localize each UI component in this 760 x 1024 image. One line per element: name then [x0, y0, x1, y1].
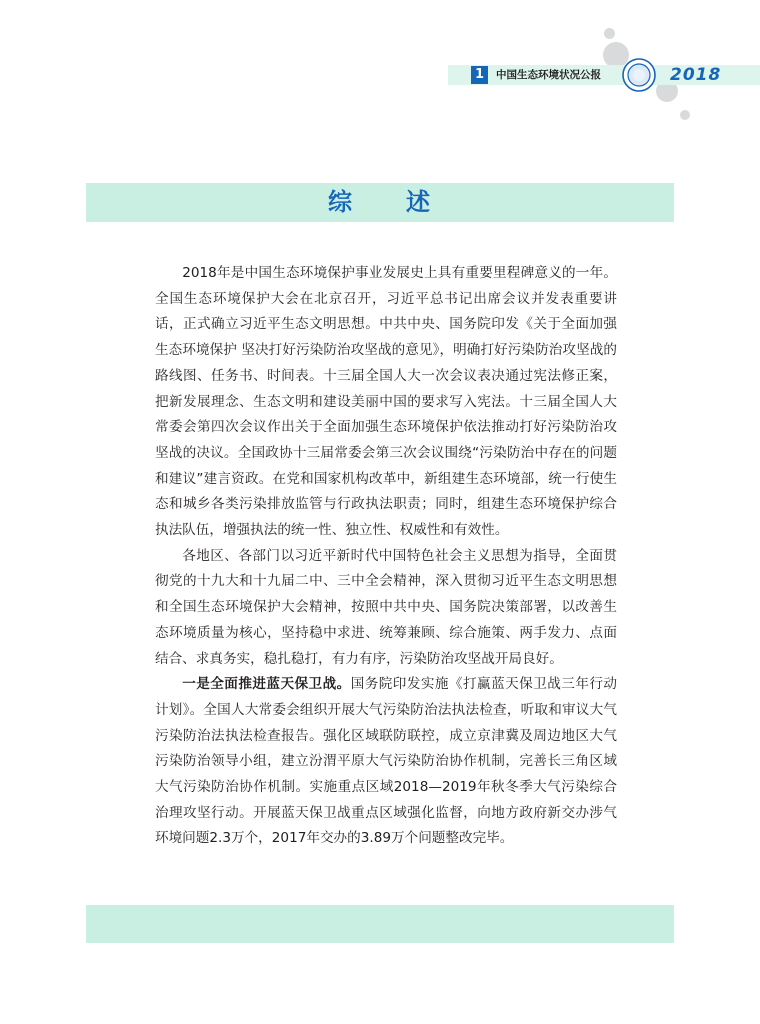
paragraph-blue-sky-text: 国务院印发实施《打赢蓝天保卫战三年行动计划》。全国人大常委会组织开展大气污染防治法执法检查，听取和审议大气污染防治法执法检查报告。强化区域联防联控，成立京津冀及周边地区大气污染防治领导小组，建立汾渭平原大气污染防治协作机制，完善长三角区域大气污染防治协作机制。实施重点区域2018—2019年秋冬季大气污染综合治理攻坚行动。开展蓝天保卫战重点区域强化监督，向地方政府新交办涉气环境问题2.3万个，2017年交办的3.89万个问题整改完毕。 [155, 676, 618, 847]
paragraph-lead: 一是全面推进蓝天保卫战。 [182, 676, 351, 693]
paragraph-regions: 各地区、各部门以习近平新时代中国特色社会主义思想为指导，全面贯彻党的十九大和十九届二中、三中全会精神，深入贯彻习近平生态文明思想和全国生态环境保护大会精神，按照中共中央、国务院决策部署，以改善生态环境质量为核心，坚持稳中求进、统筹兼顾、综合施策、两手发力、点面结合、求真务实，稳扎稳打，有力有序，污染防治攻坚战开局良好。 [155, 547, 617, 667]
title-band [86, 183, 674, 222]
paragraph-overview: 2018年是中国生态环境保护事业发展史上具有重要里程碑意义的一年。全国生态环境保护大会在北京召开，习近平总书记出席会议并发表重要讲话，正式确立习近平生态文明思想。中共中央、国务院印发《关于全面加强生态环境保护 坚决打好污染防治攻坚战的意见》，明确打好污染防治攻坚战的路线图、任务书、时间表。十三届全国人大一次会议表决通过宪法修正案，把新发展理念、生态文明和建设美丽中国的要求写入宪法。十三届全国人大常委会第四次会议作出关于全面加强生态环境保护依法推动打好污染防治攻坚战的决议。全国政协十三届常委会第三次会议围绕“污染防治中存在的问题和建议”建言资政。在党和国家机构改革中，新组建生态环境部，统一行使生态和城乡各类污染排放监管与行政执法职责；同时，组建生态环境保护综合执法队伍，增强执法的统一性、独立性、权威性和有效性。 [155, 265, 617, 539]
circle-logo-icon [622, 58, 656, 92]
body-text [155, 261, 617, 852]
page-title: 综 述 [328, 188, 432, 216]
decorative-dot [680, 110, 690, 120]
report-year: 2018 [670, 65, 722, 85]
paragraph-blue-sky [155, 672, 617, 852]
chapter-number-badge: 1 [471, 66, 488, 84]
report-title: 中国生态环境状况公报 [496, 69, 601, 81]
decorative-dot [604, 28, 615, 39]
bottom-band [86, 905, 674, 943]
